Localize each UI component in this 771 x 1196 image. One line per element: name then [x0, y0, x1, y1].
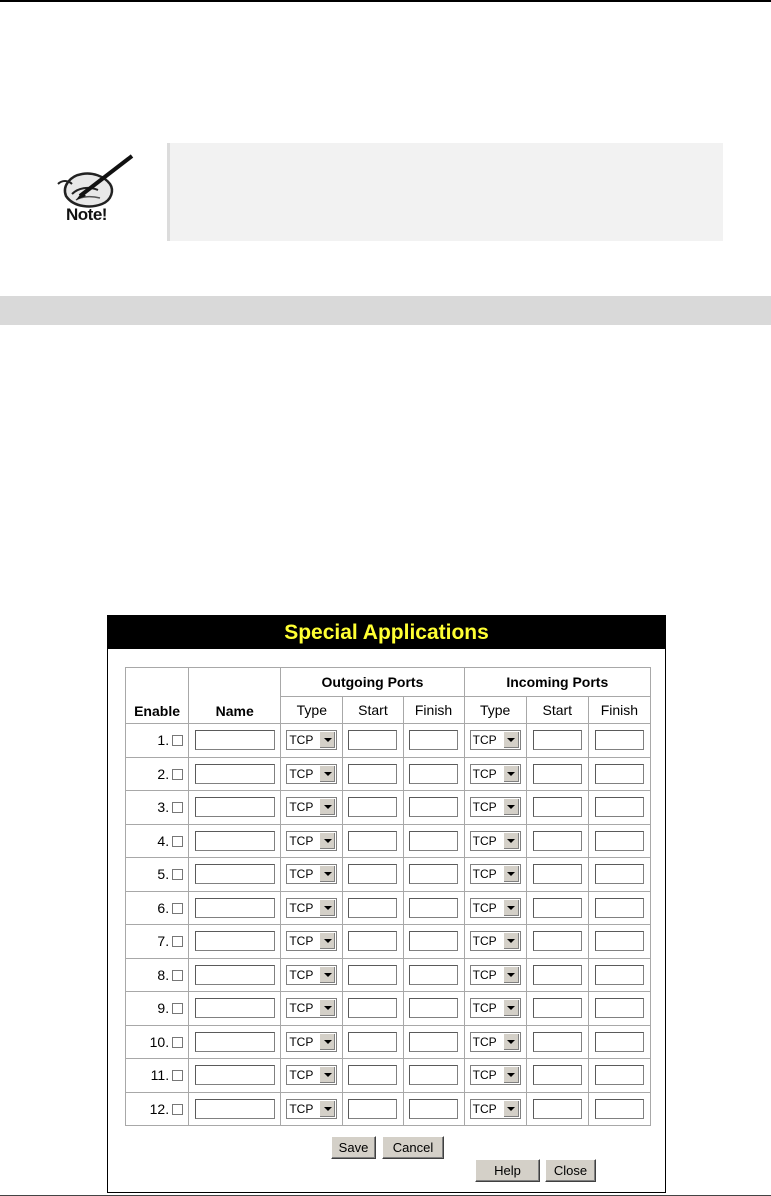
outgoing-start-input[interactable]	[348, 931, 397, 951]
row-number: 12.	[149, 1100, 170, 1117]
incoming-finish-cell	[589, 959, 651, 993]
outgoing-finish-header: Finish	[404, 697, 465, 724]
row-enable-cell	[126, 1026, 189, 1060]
row-number: 11.	[150, 1067, 170, 1084]
outgoing-type-cell	[281, 858, 343, 892]
incoming-type-value: TCP	[472, 1101, 497, 1116]
incoming-ports-header: Incoming Ports	[465, 668, 651, 697]
name-input[interactable]	[195, 965, 275, 985]
incoming-start-cell	[527, 1026, 589, 1060]
incoming-type-select[interactable]	[470, 1065, 521, 1085]
outgoing-start-cell	[343, 791, 403, 825]
outgoing-type-value: TCP	[289, 867, 314, 882]
outgoing-type-value: TCP	[289, 800, 314, 815]
incoming-finish-cell	[589, 758, 651, 792]
incoming-type-value: TCP	[472, 900, 497, 915]
outgoing-finish-cell	[404, 791, 465, 825]
incoming-start-cell	[527, 1059, 589, 1093]
outgoing-type-select[interactable]	[286, 797, 337, 817]
outgoing-start-input[interactable]	[348, 898, 397, 918]
outgoing-start-cell	[343, 1093, 403, 1127]
table-row	[126, 858, 651, 892]
row-enable-cell	[126, 892, 189, 926]
row-enable-cell	[126, 825, 189, 859]
name-cell	[189, 892, 281, 926]
incoming-type-select[interactable]	[470, 965, 521, 985]
outgoing-start-cell	[343, 959, 403, 993]
chevron-down-icon[interactable]	[319, 1067, 335, 1083]
row-enable-cell	[126, 992, 189, 1026]
name-input[interactable]	[195, 831, 275, 851]
outgoing-type-cell	[281, 1026, 343, 1060]
table-row	[126, 791, 651, 825]
outgoing-type-select[interactable]	[286, 730, 337, 750]
incoming-type-cell	[465, 925, 527, 959]
outgoing-finish-input[interactable]	[409, 1099, 458, 1119]
incoming-finish-input[interactable]	[595, 931, 644, 951]
outgoing-start-cell	[343, 758, 403, 792]
incoming-finish-cell	[589, 925, 651, 959]
name-input[interactable]	[195, 1065, 275, 1085]
incoming-finish-cell	[589, 825, 651, 859]
incoming-start-cell	[527, 724, 589, 758]
outgoing-finish-cell	[404, 1059, 465, 1093]
save-button[interactable]: Save	[331, 1136, 376, 1159]
incoming-start-cell	[527, 791, 589, 825]
incoming-finish-input[interactable]	[595, 831, 644, 851]
incoming-start-cell	[527, 925, 589, 959]
incoming-finish-input[interactable]	[595, 864, 644, 884]
name-cell	[189, 858, 281, 892]
incoming-type-value: TCP	[472, 934, 497, 949]
outgoing-finish-input[interactable]	[409, 1065, 458, 1085]
incoming-finish-cell	[589, 858, 651, 892]
enable-checkbox[interactable]	[172, 802, 183, 813]
incoming-type-value: TCP	[472, 733, 497, 748]
row-number: 7.	[157, 933, 170, 950]
name-input[interactable]	[195, 730, 275, 750]
incoming-start-cell	[527, 758, 589, 792]
incoming-type-select[interactable]	[470, 864, 521, 884]
chevron-down-icon[interactable]	[319, 1034, 335, 1050]
outgoing-type-header: Type	[281, 697, 343, 724]
name-cell	[189, 791, 281, 825]
incoming-finish-header: Finish	[589, 697, 651, 724]
outgoing-finish-cell	[404, 892, 465, 926]
incoming-type-select[interactable]	[470, 998, 521, 1018]
outgoing-type-value: TCP	[289, 900, 314, 915]
incoming-start-input[interactable]	[533, 1032, 582, 1052]
outgoing-type-cell	[281, 992, 343, 1026]
name-header: Name	[189, 668, 281, 724]
incoming-start-cell	[527, 825, 589, 859]
enable-checkbox[interactable]	[172, 1037, 183, 1048]
outgoing-type-cell	[281, 825, 343, 859]
incoming-type-value: TCP	[472, 833, 497, 848]
outgoing-type-select[interactable]	[286, 931, 337, 951]
incoming-start-input[interactable]	[533, 998, 582, 1018]
close-button[interactable]: Close	[545, 1159, 596, 1182]
table-row	[126, 724, 651, 758]
chevron-down-icon[interactable]	[503, 933, 519, 949]
chevron-down-icon[interactable]	[503, 766, 519, 782]
cancel-button[interactable]: Cancel	[382, 1136, 444, 1159]
incoming-start-input[interactable]	[533, 1065, 582, 1085]
incoming-start-input[interactable]	[533, 898, 582, 918]
row-number: 5.	[157, 866, 170, 883]
enable-checkbox[interactable]	[172, 903, 183, 914]
outgoing-ports-header: Outgoing Ports	[281, 668, 464, 697]
row-number: 9.	[157, 1000, 170, 1017]
chevron-down-icon[interactable]	[319, 866, 335, 882]
outgoing-type-select[interactable]	[286, 1099, 337, 1119]
chevron-down-icon[interactable]	[503, 866, 519, 882]
outgoing-finish-cell	[404, 959, 465, 993]
incoming-type-value: TCP	[472, 1001, 497, 1016]
incoming-type-cell	[465, 959, 527, 993]
outgoing-finish-input[interactable]	[409, 1032, 458, 1052]
enable-checkbox[interactable]	[172, 1003, 183, 1014]
incoming-finish-input[interactable]	[595, 730, 644, 750]
row-enable-cell	[126, 959, 189, 993]
incoming-type-cell	[465, 1026, 527, 1060]
name-input[interactable]	[195, 764, 275, 784]
outgoing-start-cell	[343, 1026, 403, 1060]
name-cell	[189, 992, 281, 1026]
outgoing-type-value: TCP	[289, 967, 314, 982]
outgoing-finish-cell	[404, 1093, 465, 1127]
outgoing-type-cell	[281, 892, 343, 926]
outgoing-type-cell	[281, 724, 343, 758]
outgoing-start-cell	[343, 892, 403, 926]
chevron-down-icon[interactable]	[319, 799, 335, 815]
incoming-type-select[interactable]	[470, 1099, 521, 1119]
outgoing-start-input[interactable]	[348, 965, 397, 985]
incoming-finish-input[interactable]	[595, 998, 644, 1018]
name-input[interactable]	[195, 797, 275, 817]
incoming-type-cell	[465, 825, 527, 859]
table-row	[126, 758, 651, 792]
help-button[interactable]: Help	[475, 1159, 540, 1182]
table-row	[126, 925, 651, 959]
outgoing-finish-cell	[404, 992, 465, 1026]
name-input[interactable]	[195, 931, 275, 951]
name-input[interactable]	[195, 1099, 275, 1119]
name-input[interactable]	[195, 998, 275, 1018]
name-cell	[189, 758, 281, 792]
enable-checkbox[interactable]	[172, 1104, 183, 1115]
outgoing-type-value: TCP	[289, 1034, 314, 1049]
name-input[interactable]	[195, 864, 275, 884]
outgoing-type-value: TCP	[289, 934, 314, 949]
incoming-start-header: Start	[527, 697, 589, 724]
table-row	[126, 892, 651, 926]
outgoing-start-input[interactable]	[348, 864, 397, 884]
chevron-down-icon[interactable]	[503, 1000, 519, 1016]
outgoing-finish-input[interactable]	[409, 797, 458, 817]
outgoing-start-input[interactable]	[348, 1099, 397, 1119]
incoming-finish-cell	[589, 791, 651, 825]
incoming-type-cell	[465, 1093, 527, 1127]
row-number: 1.	[157, 732, 170, 749]
incoming-type-select[interactable]	[470, 931, 521, 951]
table-row	[126, 1059, 651, 1093]
chevron-down-icon[interactable]	[319, 833, 335, 849]
chevron-down-icon[interactable]	[319, 1000, 335, 1016]
incoming-type-select[interactable]	[470, 730, 521, 750]
incoming-start-input[interactable]	[533, 797, 582, 817]
row-enable-cell	[126, 1059, 189, 1093]
outgoing-type-cell	[281, 758, 343, 792]
incoming-type-value: TCP	[472, 1034, 497, 1049]
outgoing-type-select[interactable]	[286, 831, 337, 851]
incoming-type-value: TCP	[472, 800, 497, 815]
row-enable-cell	[126, 858, 189, 892]
outgoing-type-select[interactable]	[286, 864, 337, 884]
outgoing-finish-input[interactable]	[409, 864, 458, 884]
incoming-finish-cell	[589, 1026, 651, 1060]
top-rule	[0, 0, 771, 2]
chevron-down-icon[interactable]	[319, 933, 335, 949]
incoming-type-cell	[465, 858, 527, 892]
outgoing-start-input[interactable]	[348, 730, 397, 750]
incoming-type-cell	[465, 992, 527, 1026]
outgoing-finish-input[interactable]	[409, 998, 458, 1018]
row-number: 2.	[157, 765, 170, 782]
chevron-down-icon[interactable]	[319, 900, 335, 916]
outgoing-type-cell	[281, 1093, 343, 1127]
enable-checkbox[interactable]	[172, 769, 183, 780]
incoming-start-cell	[527, 992, 589, 1026]
incoming-finish-cell	[589, 892, 651, 926]
outgoing-type-value: TCP	[289, 1101, 314, 1116]
outgoing-type-value: TCP	[289, 733, 314, 748]
outgoing-type-value: TCP	[289, 833, 314, 848]
incoming-start-input[interactable]	[533, 764, 582, 784]
row-number: 6.	[157, 899, 170, 916]
outgoing-finish-cell	[404, 758, 465, 792]
outgoing-type-select[interactable]	[286, 898, 337, 918]
chevron-down-icon[interactable]	[503, 1101, 519, 1117]
name-cell	[189, 925, 281, 959]
name-cell	[189, 1093, 281, 1127]
note-label: Note!	[66, 205, 107, 224]
row-enable-cell	[126, 925, 189, 959]
enable-checkbox[interactable]	[172, 1070, 183, 1081]
outgoing-finish-cell	[404, 724, 465, 758]
incoming-type-cell	[465, 724, 527, 758]
incoming-start-input[interactable]	[533, 965, 582, 985]
incoming-finish-cell	[589, 1059, 651, 1093]
table-row	[126, 1093, 651, 1127]
incoming-finish-input[interactable]	[595, 965, 644, 985]
incoming-finish-input[interactable]	[595, 898, 644, 918]
incoming-finish-input[interactable]	[595, 1099, 644, 1119]
incoming-finish-input[interactable]	[595, 1032, 644, 1052]
row-enable-cell	[126, 758, 189, 792]
outgoing-type-select[interactable]	[286, 1065, 337, 1085]
chevron-down-icon[interactable]	[319, 1101, 335, 1117]
enable-checkbox[interactable]	[172, 836, 183, 847]
enable-header: Enable	[126, 668, 189, 724]
outgoing-finish-cell	[404, 925, 465, 959]
outgoing-type-cell	[281, 959, 343, 993]
outgoing-start-input[interactable]	[348, 797, 397, 817]
name-cell	[189, 1059, 281, 1093]
row-enable-cell	[126, 1093, 189, 1127]
incoming-type-value: TCP	[472, 967, 497, 982]
enable-checkbox[interactable]	[172, 735, 183, 746]
incoming-finish-cell	[589, 992, 651, 1026]
special-applications-table	[125, 667, 651, 1126]
incoming-type-select[interactable]	[470, 1032, 521, 1052]
outgoing-type-select[interactable]	[286, 764, 337, 784]
outgoing-type-cell	[281, 925, 343, 959]
outgoing-start-cell	[343, 724, 403, 758]
enable-checkbox[interactable]	[172, 936, 183, 947]
chevron-down-icon[interactable]	[503, 1067, 519, 1083]
note-box	[167, 143, 723, 241]
outgoing-finish-cell	[404, 858, 465, 892]
outgoing-type-select[interactable]	[286, 965, 337, 985]
incoming-finish-cell	[589, 724, 651, 758]
chevron-down-icon[interactable]	[503, 1034, 519, 1050]
incoming-type-select[interactable]	[470, 764, 521, 784]
incoming-start-cell	[527, 959, 589, 993]
outgoing-finish-input[interactable]	[409, 730, 458, 750]
chevron-down-icon[interactable]	[319, 732, 335, 748]
incoming-type-header: Type	[465, 697, 527, 724]
outgoing-finish-input[interactable]	[409, 931, 458, 951]
chevron-down-icon[interactable]	[503, 732, 519, 748]
outgoing-start-cell	[343, 858, 403, 892]
incoming-type-value: TCP	[472, 1068, 497, 1083]
incoming-type-cell	[465, 791, 527, 825]
chevron-down-icon[interactable]	[503, 799, 519, 815]
chevron-down-icon[interactable]	[319, 766, 335, 782]
outgoing-type-value: TCP	[289, 1068, 314, 1083]
incoming-type-cell	[465, 758, 527, 792]
incoming-type-cell	[465, 1059, 527, 1093]
outgoing-type-select[interactable]	[286, 998, 337, 1018]
outgoing-start-cell	[343, 925, 403, 959]
row-number: 10.	[149, 1033, 170, 1050]
name-cell	[189, 724, 281, 758]
outgoing-finish-cell	[404, 825, 465, 859]
enable-checkbox[interactable]	[172, 869, 183, 880]
chevron-down-icon[interactable]	[503, 833, 519, 849]
incoming-start-cell	[527, 858, 589, 892]
incoming-finish-input[interactable]	[595, 1065, 644, 1085]
outgoing-start-input[interactable]	[348, 998, 397, 1018]
table-row	[126, 992, 651, 1026]
panel-title: Special Applications	[108, 616, 665, 649]
incoming-finish-input[interactable]	[595, 764, 644, 784]
outgoing-start-input[interactable]	[348, 1065, 397, 1085]
incoming-type-value: TCP	[472, 867, 497, 882]
chevron-down-icon[interactable]	[503, 967, 519, 983]
incoming-start-input[interactable]	[533, 831, 582, 851]
outgoing-finish-input[interactable]	[409, 831, 458, 851]
incoming-start-input[interactable]	[533, 864, 582, 884]
outgoing-start-cell	[343, 992, 403, 1026]
outgoing-start-input[interactable]	[348, 831, 397, 851]
outgoing-type-select[interactable]	[286, 1032, 337, 1052]
chevron-down-icon[interactable]	[503, 900, 519, 916]
incoming-finish-cell	[589, 1093, 651, 1127]
incoming-type-select[interactable]	[470, 797, 521, 817]
name-input[interactable]	[195, 898, 275, 918]
table-row	[126, 959, 651, 993]
outgoing-start-cell	[343, 825, 403, 859]
table-row	[126, 1026, 651, 1060]
outgoing-type-cell	[281, 791, 343, 825]
incoming-start-input[interactable]	[533, 730, 582, 750]
incoming-start-cell	[527, 1093, 589, 1127]
incoming-type-cell	[465, 892, 527, 926]
name-cell	[189, 825, 281, 859]
outgoing-type-value: TCP	[289, 1001, 314, 1016]
name-cell	[189, 1026, 281, 1060]
incoming-start-cell	[527, 892, 589, 926]
outgoing-start-input[interactable]	[348, 764, 397, 784]
special-applications-panel	[107, 615, 666, 1193]
outgoing-start-cell	[343, 1059, 403, 1093]
outgoing-finish-input[interactable]	[409, 898, 458, 918]
row-number: 3.	[157, 799, 170, 816]
incoming-type-select[interactable]	[470, 898, 521, 918]
incoming-type-select[interactable]	[470, 831, 521, 851]
row-enable-cell	[126, 791, 189, 825]
outgoing-finish-cell	[404, 1026, 465, 1060]
name-input[interactable]	[195, 1032, 275, 1052]
name-cell	[189, 959, 281, 993]
enable-checkbox[interactable]	[172, 970, 183, 981]
incoming-type-value: TCP	[472, 766, 497, 781]
outgoing-start-header: Start	[343, 697, 403, 724]
table-row	[126, 825, 651, 859]
outgoing-finish-input[interactable]	[409, 965, 458, 985]
incoming-finish-input[interactable]	[595, 797, 644, 817]
chevron-down-icon[interactable]	[319, 967, 335, 983]
section-band	[0, 296, 771, 325]
outgoing-start-input[interactable]	[348, 1032, 397, 1052]
row-number: 8.	[157, 966, 170, 983]
row-enable-cell	[126, 724, 189, 758]
incoming-start-input[interactable]	[533, 1099, 582, 1119]
row-number: 4.	[157, 832, 170, 849]
incoming-start-input[interactable]	[533, 931, 582, 951]
outgoing-type-cell	[281, 1059, 343, 1093]
outgoing-type-value: TCP	[289, 766, 314, 781]
outgoing-finish-input[interactable]	[409, 764, 458, 784]
